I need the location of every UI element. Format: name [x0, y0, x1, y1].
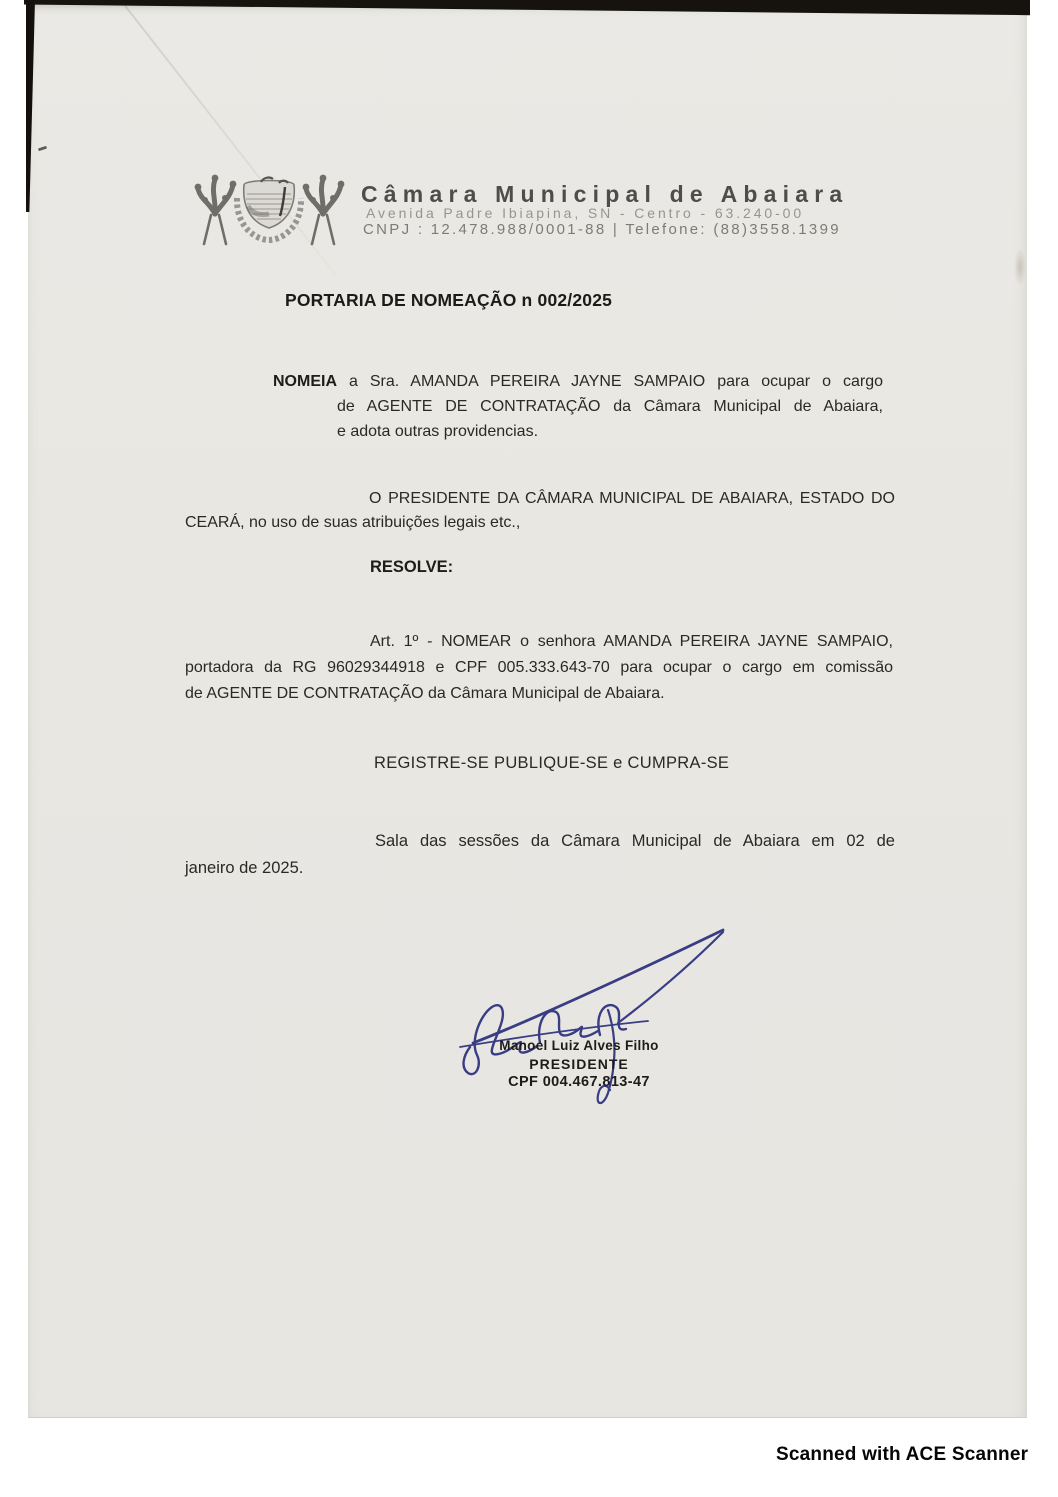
- text-line: Art. 1º - NOMEAR o senhora AMANDA PEREIRA JAYNE SAMPAIO,: [370, 633, 893, 650]
- document-title: PORTARIA DE NOMEAÇÃO n 002/2025: [285, 290, 613, 310]
- edge-smudge: [1014, 248, 1026, 286]
- scanner-watermark: Scanned with ACE Scanner: [776, 1444, 1029, 1465]
- tree-icon: [303, 175, 345, 244]
- nomeia-label: NOMEIA: [273, 373, 337, 390]
- text-line: de AGENTE DE CONTRATAÇÃO da Câmara Municipal de Abaiara.: [185, 685, 665, 702]
- org-address: Avenida Padre Ibiapina, SN - Centro - 63.240-00: [366, 205, 805, 221]
- signatory-cpf: CPF 004.467.813-47: [508, 1074, 650, 1090]
- text-line: janeiro de 2025.: [185, 859, 304, 877]
- text-line: de AGENTE DE CONTRATAÇÃO da Câmara Municipal de Abaiara,: [337, 398, 883, 415]
- nomeia-paragraph: [273, 369, 883, 444]
- sala-paragraph: [185, 828, 895, 882]
- art1-paragraph: [185, 629, 893, 707]
- signature-block: [448, 1037, 710, 1091]
- text-line: CEARÁ, no uso de suas atribuições legais etc.,: [185, 514, 521, 531]
- shield-icon: [237, 178, 301, 240]
- org-name: Câmara Municipal de Abaiara: [361, 181, 849, 207]
- text-line: NOMEIA a Sra. AMANDA PEREIRA JAYNE SAMPAIO para ocupar o cargo: [273, 373, 884, 390]
- signatory-role: PRESIDENTE: [529, 1056, 629, 1072]
- text-line: e adota outras providencias.: [337, 423, 539, 440]
- text-line: portadora da RG 96029344918 e CPF 005.333.643-70 para ocupar o cargo em comissão: [185, 659, 893, 676]
- presidente-paragraph: [185, 487, 895, 535]
- municipal-coat-of-arms-icon: [191, 172, 349, 252]
- org-cnpj-phone: CNPJ : 12.478.988/0001-88 | Telefone: (88)3558.1399: [363, 221, 841, 238]
- signatory-name: Manoel Luiz Alves Filho: [499, 1038, 659, 1053]
- text-line: Sala das sessões da Câmara Municipal de Abaiara em 02 de: [375, 832, 895, 850]
- text-line: O PRESIDENTE DA CÂMARA MUNICIPAL DE ABAIARA, ESTADO DO: [369, 490, 895, 507]
- tree-icon: [195, 175, 237, 244]
- resolve-heading: RESOLVE:: [370, 558, 454, 576]
- registre-line: REGISTRE-SE PUBLIQUE-SE e CUMPRA-SE: [374, 754, 730, 772]
